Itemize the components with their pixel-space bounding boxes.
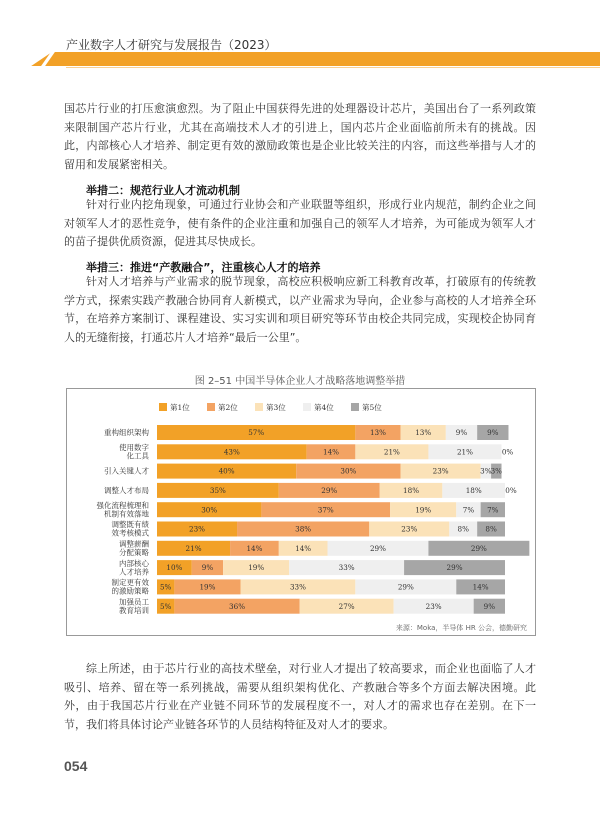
legend-swatch-1 xyxy=(159,403,167,411)
category-label-1: 重构组织架构 xyxy=(104,428,149,438)
data-label-r4-s1: 35% xyxy=(209,486,226,495)
category-label-3: 引入关键人才 xyxy=(104,466,149,476)
data-label-r9-s1: 5% xyxy=(159,582,172,592)
data-label-r5-s2: 37% xyxy=(317,505,334,515)
data-label-r6-s2: 38% xyxy=(295,524,312,534)
data-label-r4-s5: 0% xyxy=(505,486,517,495)
data-label-r9-s3: 33% xyxy=(289,582,306,592)
data-label-r2-s4: 21% xyxy=(456,447,473,457)
data-label-r8-s5: 29% xyxy=(446,563,463,573)
data-label-r4-s2: 29% xyxy=(321,486,338,495)
category-label-6: 调整既有绩效考核模式 xyxy=(111,520,149,538)
legend-label-3: 第3位 xyxy=(266,403,286,412)
data-label-r1-s3: 13% xyxy=(415,428,432,438)
data-label-r6-s5: 8% xyxy=(485,524,497,534)
header-divider xyxy=(66,67,600,68)
body-paragraph-1: 国芯片行业的打压愈演愈烈。为了阻止中国获得先进的处理器设计芯片，美国出台了一系列政策来限制国产芯片行业，尤其在高端技术人才的引进上，国内芯片企业面临前所未有的挑战。因此，内部核心人才培养、制定更有效的激励政策也是企业比较关注的内容，而这些举措与人才的留用和发展紧密相关。 xyxy=(64,102,536,171)
data-label-r5-s4: 7% xyxy=(462,505,475,515)
data-label-r5-s1: 30% xyxy=(201,505,218,515)
category-label-5: 强化流程梳理和机制有效落地 xyxy=(96,500,149,519)
category-label-2: 使用数字化工具 xyxy=(119,443,149,461)
data-label-r3-s3: 23% xyxy=(432,466,449,476)
body-paragraph-4: 综上所述，由于芯片行业的高技术壁垒，对行业人才提出了较高要求，而企业也面临了人才吸引、培养、留在等一系列挑战，需要从组织架构优化、产教融合等多个方面去解决困境。此外，由于我国芯片行业在产业链不同环节的发展程度不一，对人才的需求也存在差别。在下一节，我们将具体讨论产业链各环节的人员结构特征及对人才的要求。 xyxy=(64,662,536,731)
stacked-bar-chart xyxy=(67,389,535,635)
chart-source-note: 来源：Moka，半导体 HR 公会，德勤研究 xyxy=(395,624,527,632)
category-label-8: 内部核心人才培养 xyxy=(119,558,149,577)
legend-label-1: 第1位 xyxy=(170,403,190,412)
data-label-r10-s1: 5% xyxy=(159,601,172,611)
data-label-r7-s2: 14% xyxy=(246,543,263,553)
page-number: 054 xyxy=(64,758,88,774)
legend-label-2: 第2位 xyxy=(218,403,238,412)
running-header-title: 产业数字人才研究与发展报告（2023） xyxy=(66,38,277,52)
body-paragraph-2: 针对行业内挖角现象，可通过行业协会和产业联盟等组织，形成行业内规范，制约企业之间对领军人才的恶性竞争，使有条件的企业注重和加强自己的领军人才培养，为可能成为领军人才的苗子提供优质资源，促进其尽快成长。 xyxy=(64,198,536,248)
data-label-r8-s1: 10% xyxy=(166,563,183,573)
data-label-r6-s1: 23% xyxy=(189,524,206,534)
data-label-r9-s5: 14% xyxy=(472,582,489,592)
data-label-r3-s1: 40% xyxy=(218,466,235,476)
figure-caption: 图 2–51 中国半导体企业人才战略落地调整举措 xyxy=(194,376,406,387)
data-label-r2-s5: 0% xyxy=(501,447,514,457)
data-label-r4-s3: 18% xyxy=(403,486,420,495)
data-label-r8-s3: 19% xyxy=(248,563,265,573)
header-accent-band xyxy=(0,52,600,66)
data-label-r3-s5: 3% xyxy=(490,466,503,476)
data-label-r1-s2: 13% xyxy=(369,428,386,438)
data-label-r7-s3: 14% xyxy=(295,543,312,553)
data-label-r7-s4: 29% xyxy=(369,543,386,553)
section-heading-measure-3: 举措三：推进“产教融合”，注重核心人才的培养 xyxy=(86,261,321,274)
data-label-r9-s4: 29% xyxy=(397,582,414,592)
data-label-r2-s2: 14% xyxy=(323,447,339,457)
data-label-r10-s2: 36% xyxy=(229,601,246,611)
data-label-r3-s2: 30% xyxy=(340,466,357,476)
data-label-r8-s4: 33% xyxy=(338,563,355,573)
data-label-r10-s5: 9% xyxy=(483,601,496,611)
legend-swatch-5 xyxy=(351,403,359,411)
data-label-r1-s5: 9% xyxy=(487,428,499,438)
data-label-r5-s3: 19% xyxy=(415,505,432,515)
data-label-r10-s4: 23% xyxy=(425,601,442,611)
legend-label-4: 第4位 xyxy=(314,403,334,412)
legend-label-5: 第5位 xyxy=(362,403,382,412)
category-label-4: 调整人才布局 xyxy=(104,486,149,495)
data-label-r2-s3: 21% xyxy=(383,447,400,457)
section-heading-measure-2: 举措二：规范行业人才流动机制 xyxy=(86,184,240,197)
data-label-r9-s2: 19% xyxy=(199,582,216,592)
body-paragraph-3: 针对人才培养与产业需求的脱节现象，高校应积极响应新工科教育改革，打破原有的传统教学方式，探索实践产教融合协同育人新模式，以产业需求为导向，企业参与高校的人才培养全环节，在培养方案制订、课程建设、实习实训和项目研究等环节由校企共同完成，实现校企协同育人的无缝衔接，打通芯片人才培养“最后一公里”。 xyxy=(64,275,536,344)
chart-container xyxy=(66,388,536,636)
data-label-r1-s1: 57% xyxy=(248,428,265,438)
data-label-r5-s5: 7% xyxy=(487,505,499,515)
category-label-10: 加强员工教育培训 xyxy=(119,597,149,615)
category-label-9: 制定更有效的激励策略 xyxy=(111,578,149,596)
legend-swatch-4 xyxy=(303,403,311,411)
legend-swatch-2 xyxy=(207,403,215,411)
legend-swatch-3 xyxy=(255,403,263,411)
data-label-r3-s4: 3% xyxy=(480,466,492,476)
data-label-r2-s1: 43% xyxy=(223,447,240,457)
category-label-7: 调整薪酬分配策略 xyxy=(119,539,149,557)
data-label-r4-s4: 18% xyxy=(465,486,482,495)
data-label-r7-s5: 29% xyxy=(470,543,487,553)
data-label-r1-s4: 9% xyxy=(455,428,468,438)
data-label-r7-s1: 21% xyxy=(185,543,202,553)
data-label-r6-s3: 23% xyxy=(401,524,418,534)
data-label-r10-s3: 27% xyxy=(338,601,355,611)
data-label-r8-s2: 9% xyxy=(201,563,214,573)
data-label-r6-s4: 8% xyxy=(457,524,469,534)
